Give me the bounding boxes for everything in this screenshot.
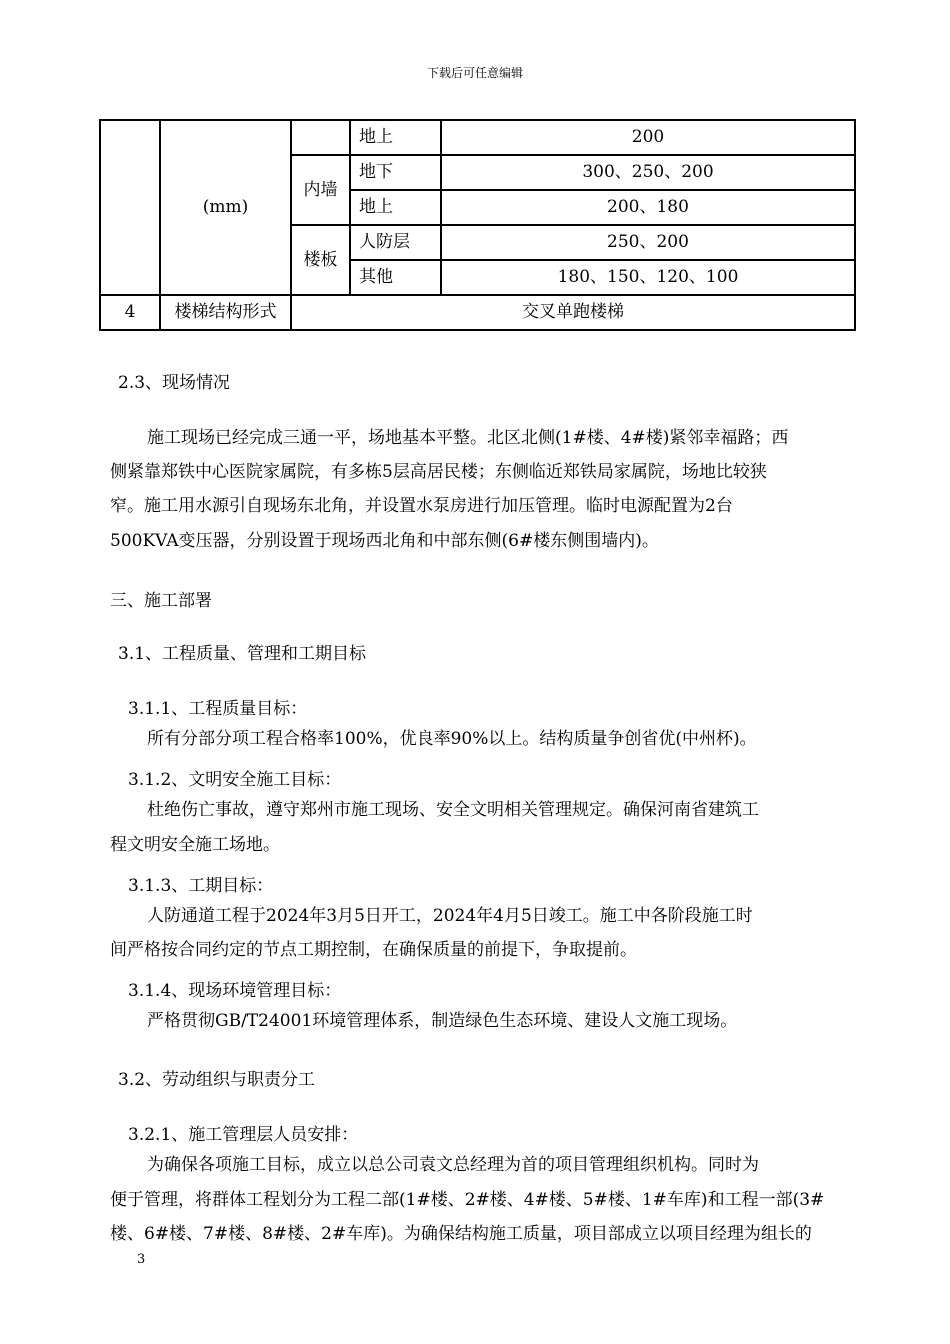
page-number: 3	[137, 1252, 146, 1267]
subsection-heading: 3.1.1、工程质量目标：	[128, 699, 308, 719]
table-cell-value: 200、180	[441, 190, 855, 225]
table-cell-sub: 人防层	[350, 225, 441, 260]
paragraph-line: 便于管理，将群体工程划分为工程二部(1#楼、2#楼、4#楼、5#楼、1#车库)和工程一部(3#	[110, 1190, 825, 1210]
subsection-heading: 3.2.1、施工管理层人员安排：	[128, 1125, 359, 1145]
chapter-heading: 三、施工部署	[110, 591, 212, 611]
paragraph-line: 所有分部分项工程合格率100%，优良率90%以上。结构质量争创省优(中州杯)。	[147, 729, 757, 749]
section-heading: 3.1、工程质量、管理和工期目标	[118, 644, 367, 664]
subsection-heading: 3.1.4、现场环境管理目标：	[128, 981, 342, 1001]
paragraph-line: 程文明安全施工场地。	[110, 835, 280, 855]
table-cell-blank	[100, 120, 160, 295]
table-cell-sub: 地下	[350, 155, 441, 190]
table-cell-sub: 其他	[350, 260, 441, 295]
table-cell-sub: 地上	[350, 190, 441, 225]
table-cell-value: 200	[441, 120, 855, 155]
subsection-heading: 3.1.2、文明安全施工目标：	[128, 770, 342, 790]
paragraph-line: 侧紧靠郑铁中心医院家属院，有多栋5层高居民楼；东侧临近郑铁局家属院，场地比较狭	[110, 462, 767, 482]
table-cell-blank	[291, 120, 350, 155]
table-cell-unit: (mm)	[160, 120, 291, 295]
paragraph-line: 施工现场已经完成三通一平，场地基本平整。北区北侧(1#楼、4#楼)紧邻幸福路；西	[147, 428, 789, 448]
page-header: 下载后可任意编辑	[426, 66, 523, 80]
section-heading: 2.3、现场情况	[118, 373, 231, 393]
paragraph-line: 人防通道工程于2024年3月5日开工，2024年4月5日竣工。施工中各阶段施工时	[147, 906, 753, 926]
paragraph-line: 窄。施工用水源引自现场东北角，并设置水泵房进行加压管理。临时电源配置为2台	[110, 496, 733, 516]
paragraph-line: 为确保各项施工目标，成立以总公司袁文总经理为首的项目管理组织机构。同时为	[147, 1155, 759, 1175]
table-cell-name: 楼梯结构形式	[160, 295, 291, 330]
table-cell-category: 内墙	[291, 155, 350, 225]
paragraph-line: 间严格按合同约定的节点工期控制，在确保质量的前提下，争取提前。	[110, 940, 637, 960]
subsection-heading: 3.1.3、工期目标：	[128, 876, 274, 896]
table-cell-value: 交叉单跑楼梯	[291, 295, 855, 330]
table-row	[100, 295, 855, 330]
table-cell-sub: 地上	[350, 120, 441, 155]
table-cell-value: 250、200	[441, 225, 855, 260]
paragraph-line: 严格贯彻GB/T24001环境管理体系，制造绿色生态环境、建设人文施工现场。	[147, 1011, 738, 1031]
table-row	[100, 120, 855, 155]
table-cell-category: 楼板	[291, 225, 350, 295]
paragraph-line: 杜绝伤亡事故，遵守郑州市施工现场、安全文明相关管理规定。确保河南省建筑工	[147, 800, 759, 820]
paragraph-line: 楼、6#楼、7#楼、8#楼、2#车库)。为确保结构施工质量，项目部成立以项目经理为组长的	[110, 1224, 812, 1244]
section-heading: 3.2、劳动组织与职责分工	[118, 1070, 316, 1090]
table-cell-value: 300、250、200	[441, 155, 855, 190]
paragraph-line: 500KVA变压器，分别设置于现场西北角和中部东侧(6#楼东侧围墙内)。	[110, 531, 659, 551]
table-cell-index: 4	[100, 295, 160, 330]
table-cell-value: 180、150、120、100	[441, 260, 855, 295]
structure-spec-table	[99, 119, 856, 331]
